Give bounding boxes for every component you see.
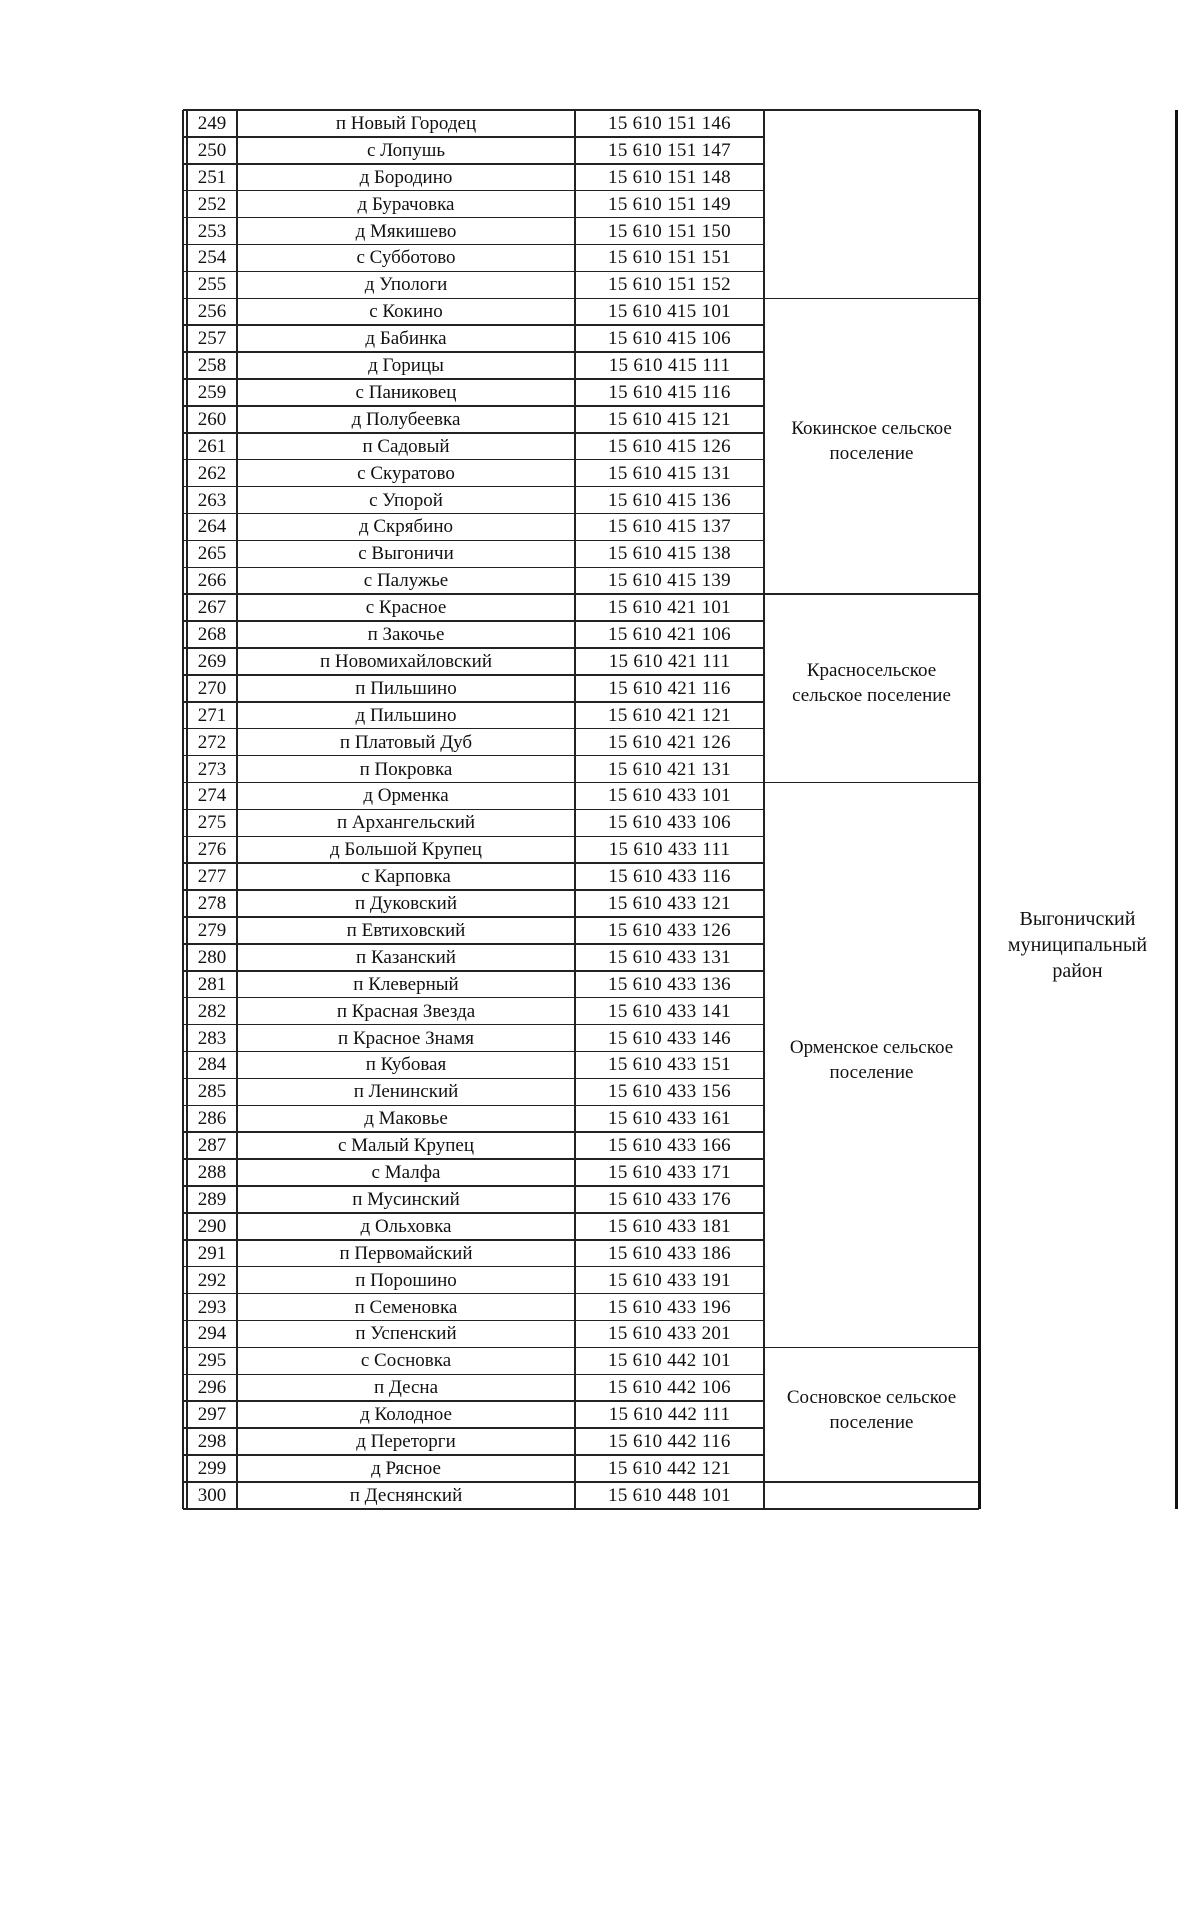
table-rule xyxy=(183,217,764,219)
settlement-name: с Паниковец xyxy=(355,381,457,403)
oktmo-code: 15 610 151 147 xyxy=(608,139,731,161)
oktmo-code: 15 610 433 126 xyxy=(608,919,731,941)
oktmo-code: 15 610 433 141 xyxy=(608,1000,731,1022)
oktmo-code: 15 610 421 121 xyxy=(608,704,731,726)
table-rule xyxy=(183,1131,764,1133)
settlement-name: п Порошино xyxy=(355,1269,457,1291)
settlement-name: п Евтиховский xyxy=(346,919,466,941)
oktmo-code: 15 610 151 150 xyxy=(608,220,731,242)
settlement-name: с Лопушь xyxy=(366,139,446,161)
settlement-name: п Успенский xyxy=(355,1323,457,1345)
table-rule xyxy=(978,110,981,1509)
oktmo-code: 15 610 151 148 xyxy=(608,166,731,188)
settlement-name: д Скрябино xyxy=(358,516,454,538)
table-rule xyxy=(183,378,764,380)
row-number: 275 xyxy=(197,812,227,834)
row-number: 282 xyxy=(197,1000,227,1022)
row-number: 298 xyxy=(197,1431,227,1453)
oktmo-code: 15 610 433 151 xyxy=(608,1054,731,1076)
row-number: 293 xyxy=(197,1296,227,1318)
oktmo-code: 15 610 433 111 xyxy=(608,839,731,861)
table-rule xyxy=(183,1320,764,1322)
settlement-name: п Клеверный xyxy=(353,973,459,995)
table-rule xyxy=(183,1293,764,1295)
row-number: 269 xyxy=(197,650,227,672)
oktmo-code: 15 610 433 166 xyxy=(608,1135,731,1157)
table-rule xyxy=(183,271,764,273)
settlement-name: п Первомайский xyxy=(339,1242,473,1264)
oktmo-code: 15 610 433 196 xyxy=(608,1296,731,1318)
settlement-name: с Упорой xyxy=(369,489,443,511)
settlement-name: п Садовый xyxy=(362,435,450,457)
oktmo-code: 15 610 433 191 xyxy=(608,1269,731,1291)
oktmo-code: 15 610 421 111 xyxy=(608,650,731,672)
oktmo-code: 15 610 433 136 xyxy=(608,973,731,995)
settlement-name: д Мякишево xyxy=(355,220,457,242)
row-number: 261 xyxy=(197,435,227,457)
row-number: 277 xyxy=(197,866,227,888)
table-rule xyxy=(183,674,764,676)
row-number: 253 xyxy=(197,220,227,242)
settlement-name: д Маковье xyxy=(364,1108,448,1130)
oktmo-code: 15 610 151 146 xyxy=(608,112,731,134)
oktmo-code: 15 610 442 121 xyxy=(608,1457,731,1479)
row-number: 286 xyxy=(197,1108,227,1130)
table-rule xyxy=(183,432,764,434)
table-rule xyxy=(186,110,188,1509)
table-rule xyxy=(764,1481,979,1483)
settlement-name: с Сосновка xyxy=(360,1350,452,1372)
settlement-group-label: Орменское сельское поселение xyxy=(789,1036,954,1083)
row-number: 264 xyxy=(197,516,227,538)
settlement-name: д Горицы xyxy=(368,355,444,377)
row-number: 255 xyxy=(197,274,227,296)
table-rule xyxy=(183,755,764,757)
row-number: 251 xyxy=(197,166,227,188)
table-rule xyxy=(183,163,764,165)
oktmo-code: 15 610 433 131 xyxy=(608,946,731,968)
row-number: 276 xyxy=(197,839,227,861)
row-number: 257 xyxy=(197,328,227,350)
district-label: Выгоничский муниципальный район xyxy=(1007,908,1148,982)
table-rule xyxy=(1175,110,1178,1509)
row-number: 259 xyxy=(197,381,227,403)
oktmo-code: 15 610 415 136 xyxy=(608,489,731,511)
oktmo-code: 15 610 415 101 xyxy=(608,301,731,323)
table-rule xyxy=(183,1239,764,1241)
row-number: 262 xyxy=(197,462,227,484)
row-number: 300 xyxy=(197,1484,227,1506)
settlement-name: п Десна xyxy=(373,1377,439,1399)
row-number: 274 xyxy=(197,785,227,807)
settlement-name: п Новомихайловский xyxy=(319,650,492,672)
table-rule xyxy=(183,862,764,864)
oktmo-code: 15 610 442 106 xyxy=(608,1377,731,1399)
row-number: 268 xyxy=(197,624,227,646)
table-rule xyxy=(183,567,764,569)
oktmo-code: 15 610 433 161 xyxy=(608,1108,731,1130)
oktmo-code: 15 610 433 201 xyxy=(608,1323,731,1345)
oktmo-code: 15 610 415 106 xyxy=(608,328,731,350)
row-number: 278 xyxy=(197,893,227,915)
table-rule xyxy=(183,109,764,111)
row-number: 256 xyxy=(197,301,227,323)
row-number: 263 xyxy=(197,489,227,511)
table-rule xyxy=(183,916,764,918)
table-rule xyxy=(183,513,764,515)
table-rule xyxy=(183,1078,764,1080)
row-number: 260 xyxy=(197,408,227,430)
oktmo-code: 15 610 442 116 xyxy=(608,1431,731,1453)
table-rule xyxy=(183,1427,764,1429)
oktmo-code: 15 610 421 131 xyxy=(608,758,731,780)
oktmo-code: 15 610 442 101 xyxy=(608,1350,731,1372)
table-rule xyxy=(183,1158,764,1160)
table-rule xyxy=(183,405,764,407)
table-rule xyxy=(183,324,764,326)
table-rule xyxy=(183,1374,764,1376)
settlement-name: с Кокино xyxy=(369,301,443,323)
oktmo-code: 15 610 151 149 xyxy=(608,193,731,215)
settlement-name: д Большой Крупец xyxy=(330,839,482,861)
row-number: 290 xyxy=(197,1215,227,1237)
settlement-name: д Полубеевка xyxy=(351,408,461,430)
table-rule xyxy=(183,298,764,300)
settlement-name: с Выгоничи xyxy=(358,543,454,565)
oktmo-code: 15 610 433 116 xyxy=(608,866,731,888)
table-rule xyxy=(183,782,764,784)
row-number: 285 xyxy=(197,1081,227,1103)
settlement-name: п Закочье xyxy=(367,624,445,646)
table-rule xyxy=(183,1454,764,1456)
settlement-name: д Ольховка xyxy=(360,1215,452,1237)
row-number: 267 xyxy=(197,597,227,619)
table-rule xyxy=(183,943,764,945)
settlement-name: п Красная Звезда xyxy=(336,1000,476,1022)
oktmo-code: 15 610 421 106 xyxy=(608,624,731,646)
settlement-name: с Палужье xyxy=(363,570,449,592)
table-rule xyxy=(183,701,764,703)
settlement-name: п Архангельский xyxy=(336,812,476,834)
row-number: 254 xyxy=(197,247,227,269)
table-rule xyxy=(183,647,764,649)
table-rule xyxy=(183,540,764,542)
row-number: 289 xyxy=(197,1188,227,1210)
row-number: 273 xyxy=(197,758,227,780)
oktmo-code: 15 610 433 121 xyxy=(608,893,731,915)
table-rule xyxy=(183,459,764,461)
settlement-name: п Кубовая xyxy=(365,1054,447,1076)
table-rule xyxy=(183,1347,764,1349)
table-rule xyxy=(183,1105,764,1107)
oktmo-code: 15 610 421 116 xyxy=(608,677,731,699)
table-rule xyxy=(182,110,184,1509)
table-rule xyxy=(183,620,764,622)
settlement-name: д Переторги xyxy=(356,1431,456,1453)
row-number: 250 xyxy=(197,139,227,161)
table-rule xyxy=(574,110,576,1509)
row-number: 258 xyxy=(197,355,227,377)
row-number: 284 xyxy=(197,1054,227,1076)
table-rule xyxy=(183,1185,764,1187)
oktmo-code: 15 610 415 126 xyxy=(608,435,731,457)
settlement-name: д Бурачовка xyxy=(357,193,455,215)
oktmo-code: 15 610 433 171 xyxy=(608,1162,731,1184)
oktmo-code: 15 610 421 101 xyxy=(608,597,731,619)
oktmo-code: 15 610 421 126 xyxy=(608,731,731,753)
row-number: 281 xyxy=(197,973,227,995)
row-number: 266 xyxy=(197,570,227,592)
settlement-group-label: Кокинское сельское поселение xyxy=(791,418,952,465)
oktmo-code: 15 610 433 146 xyxy=(608,1027,731,1049)
table-rule xyxy=(183,351,764,353)
row-number: 252 xyxy=(197,193,227,215)
oktmo-code: 15 610 415 111 xyxy=(608,355,731,377)
table-rule xyxy=(183,970,764,972)
settlement-name: д Пильшино xyxy=(355,704,457,726)
row-number: 270 xyxy=(197,677,227,699)
table-rule xyxy=(183,486,764,488)
settlement-name: д Колодное xyxy=(360,1404,452,1426)
oktmo-code: 15 610 151 151 xyxy=(608,247,731,269)
oktmo-code: 15 610 433 156 xyxy=(608,1081,731,1103)
row-number: 265 xyxy=(197,543,227,565)
row-number: 291 xyxy=(197,1242,227,1264)
settlement-name: п Семеновка xyxy=(354,1296,458,1318)
table-rule xyxy=(183,1212,764,1214)
settlement-name: д Рясное xyxy=(371,1457,441,1479)
settlement-name: п Ленинский xyxy=(353,1081,459,1103)
row-number: 296 xyxy=(197,1377,227,1399)
row-number: 283 xyxy=(197,1027,227,1049)
settlement-name: п Пильшино xyxy=(355,677,457,699)
table-rule xyxy=(183,190,764,192)
table-rule xyxy=(183,1024,764,1026)
settlement-name: п Новый Городец xyxy=(335,112,477,134)
table-rule xyxy=(183,1481,764,1483)
table-rule xyxy=(183,244,764,246)
oktmo-code: 15 610 151 152 xyxy=(608,274,731,296)
row-number: 295 xyxy=(197,1350,227,1372)
table-rule xyxy=(183,889,764,891)
oktmo-code: 15 610 433 101 xyxy=(608,785,731,807)
oktmo-code: 15 610 415 138 xyxy=(608,543,731,565)
settlement-name: с Малфа xyxy=(371,1162,441,1184)
settlement-name: п Красное Знамя xyxy=(338,1027,474,1049)
settlement-group-label: Сосновское сельское поселение xyxy=(786,1386,957,1433)
table-rule xyxy=(183,997,764,999)
settlement-name: с Субботово xyxy=(356,247,456,269)
oktmo-code: 15 610 433 106 xyxy=(608,812,731,834)
table-rule xyxy=(764,109,979,111)
row-number: 271 xyxy=(197,704,227,726)
table-rule xyxy=(764,1508,979,1510)
oktmo-code: 15 610 433 176 xyxy=(608,1188,731,1210)
row-number: 249 xyxy=(197,112,227,134)
settlement-name: д Бабинка xyxy=(365,328,447,350)
oktmo-code: 15 610 415 139 xyxy=(608,570,731,592)
settlement-name: с Малый Крупец xyxy=(337,1135,475,1157)
row-number: 297 xyxy=(197,1404,227,1426)
settlement-name: п Деснянский xyxy=(349,1484,463,1506)
settlement-name: д Бородино xyxy=(359,166,453,188)
oktmo-code: 15 610 415 121 xyxy=(608,408,731,430)
settlement-name: п Казанский xyxy=(356,946,456,968)
row-number: 299 xyxy=(197,1457,227,1479)
table-rule xyxy=(183,1400,764,1402)
settlement-name: п Мусинский xyxy=(352,1188,460,1210)
settlement-name: с Красное xyxy=(365,597,447,619)
table-rule xyxy=(183,1051,764,1053)
row-number: 288 xyxy=(197,1162,227,1184)
table-rule xyxy=(183,136,764,138)
oktmo-code: 15 610 415 137 xyxy=(608,516,731,538)
settlement-name: п Платовый Дуб xyxy=(339,731,473,753)
settlement-name: д Орменка xyxy=(363,785,449,807)
row-number: 292 xyxy=(197,1269,227,1291)
row-number: 280 xyxy=(197,946,227,968)
table-rule xyxy=(183,1508,764,1510)
oktmo-code: 15 610 442 111 xyxy=(608,1404,731,1426)
table-rule xyxy=(183,728,764,730)
oktmo-code: 15 610 433 181 xyxy=(608,1215,731,1237)
oktmo-code: 15 610 433 186 xyxy=(608,1242,731,1264)
settlement-name: п Дуковский xyxy=(354,893,457,915)
row-number: 272 xyxy=(197,731,227,753)
row-number: 279 xyxy=(197,919,227,941)
table-rule xyxy=(236,110,238,1509)
oktmo-code: 15 610 415 131 xyxy=(608,462,731,484)
table-rule xyxy=(183,1266,764,1268)
table-rule xyxy=(183,809,764,811)
table-rule xyxy=(183,836,764,838)
table-rule xyxy=(183,593,764,595)
settlement-name: с Скуратово xyxy=(357,462,455,484)
table-rule xyxy=(763,110,765,1509)
settlement-name: п Покровка xyxy=(359,758,453,780)
oktmo-code: 15 610 415 116 xyxy=(608,381,731,403)
settlement-name: д Упологи xyxy=(364,274,448,296)
row-number: 287 xyxy=(197,1135,227,1157)
row-number: 294 xyxy=(197,1323,227,1345)
settlement-group-label: Красносельское сельское поселение xyxy=(792,660,951,707)
oktmo-code: 15 610 448 101 xyxy=(608,1484,731,1506)
settlement-name: с Карповка xyxy=(361,866,451,888)
